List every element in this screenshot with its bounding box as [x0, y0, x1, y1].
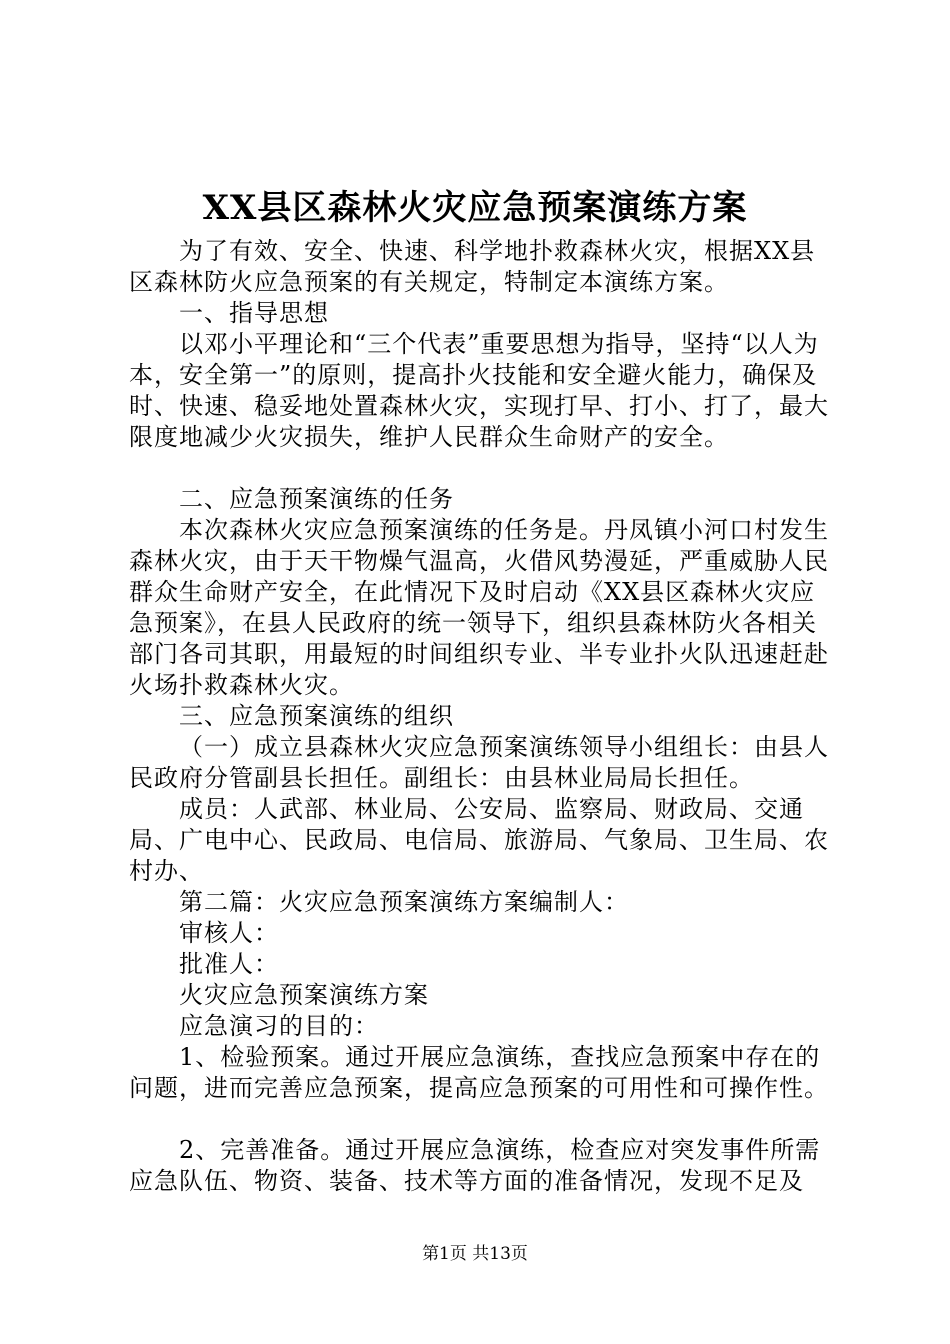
guiding-ideology-paragraph: 以邓小平理论和“三个代表”重要思想为指导，坚持“以人为本，安全第一”的原则，提高扑火技能和安全避火能力，确保及时、快速、稳妥地处置森林火灾，实现打早、打小、打了，最大限度地减少火灾损失，维护人民群众生命财产的安全。	[129, 330, 829, 451]
document-title: XX县区森林火灾应急预案演练方案	[202, 188, 748, 228]
second-article-compiler-line: 第二篇：火灾应急预案演练方案编制人：	[179, 888, 629, 916]
members-paragraph: 成员：人武部、林业局、公安局、监察局、财政局、交通局、广电中心、民政局、电信局、旅游局、气象局、卫生局、农村办、	[129, 795, 829, 885]
purpose-item-1: 1、检验预案。通过开展应急演练，查找应急预案中存在的问题，进而完善应急预案，提高应急预案的可用性和可操作性。	[129, 1043, 829, 1102]
plan-subtitle: 火灾应急预案演练方案	[179, 981, 429, 1009]
drill-purpose-heading: 应急演习的目的：	[179, 1012, 379, 1040]
intro-paragraph: 为了有效、安全、快速、科学地扑救森林火灾，根据XX县区森林防火应急预案的有关规定，特制定本演练方案。	[129, 237, 816, 296]
section-heading-guiding-ideology: 一、指导思想	[179, 299, 329, 327]
section-heading-drill-organization: 三、应急预案演练的组织	[179, 702, 454, 730]
approver-line: 批准人：	[179, 950, 279, 978]
document-body	[129, 236, 839, 1197]
reviewer-line: 审核人：	[179, 919, 279, 947]
leadership-group-paragraph: （一）成立县森林火灾应急预案演练领导小组组长：由县人民政府分管副县长担任。副组长：由县林业局局长担任。	[129, 733, 829, 792]
section-heading-drill-task: 二、应急预案演练的任务	[179, 485, 454, 513]
drill-task-paragraph: 本次森林火灾应急预案演练的任务是。丹凤镇小河口村发生森林火灾，由于天干物燥气温高，火借风势漫延，严重威胁人民群众生命财产安全，在此情况下及时启动《XX县区森林火灾应急预案》，在县人民政府的统一领导下，组织县森林防火各相关部门各司其职，用最短的时间组织专业、半专业扑火队迅速赶赴火场扑救森林火灾。	[129, 516, 829, 699]
page-footer: 第1页 共13页	[422, 1244, 528, 1264]
purpose-item-2: 2、完善准备。通过开展应急演练，检查应对突发事件所需应急队伍、物资、装备、技术等方面的准备情况，发现不足及	[129, 1136, 821, 1195]
